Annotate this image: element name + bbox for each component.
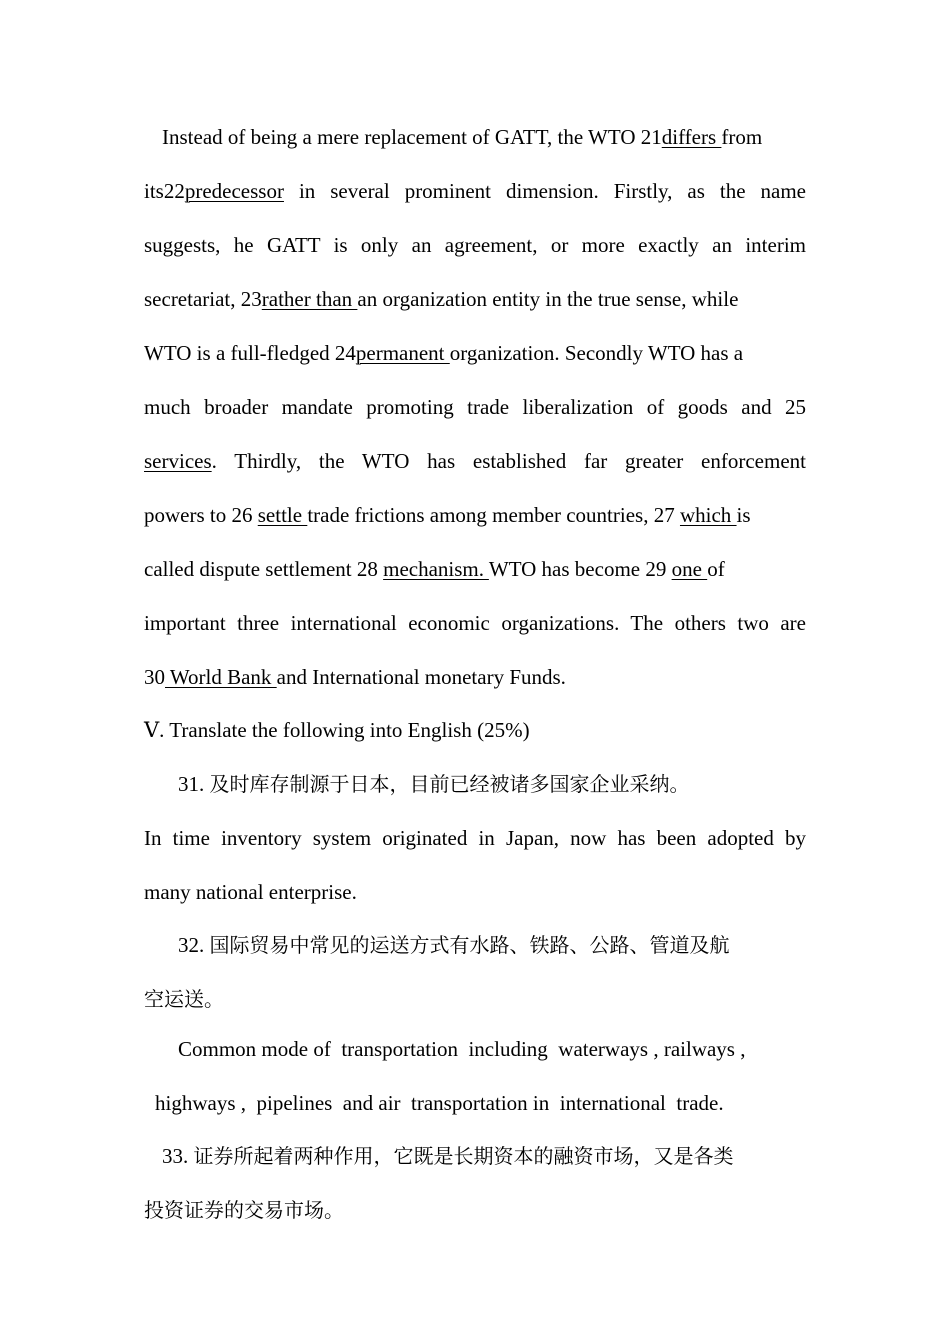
passage-line-10 — [144, 608, 806, 638]
answer-21: differs — [661, 125, 722, 149]
passage-text: from — [721, 125, 763, 149]
question-number: 32. — [178, 933, 210, 957]
answer-25: services — [144, 449, 212, 473]
answer-31-line-2: many national enterprise. — [144, 880, 357, 904]
answer-22: predecessor — [184, 179, 284, 203]
passage-text: WTO has become 29 — [488, 557, 672, 581]
question-chinese-text: 国际贸易中常见的运送方式有水路、铁路、公路、管道及航 — [209, 933, 730, 957]
passage-text: important three international economic organizations. The others two are — [144, 611, 806, 635]
passage-line-11 — [144, 662, 806, 692]
answer-27: which — [679, 503, 737, 527]
passage-line-9 — [144, 554, 806, 584]
answer-32-line-1: Common mode of transportation including waterways , railways , — [178, 1037, 746, 1061]
question-number: 31. — [178, 772, 210, 796]
answer-28: mechanism. — [383, 557, 489, 581]
answer-23: rather than — [261, 287, 358, 311]
section-heading: Ⅴ. Translate the following into English (25%) — [144, 718, 530, 742]
passage-text: an organization entity in the true sense, while — [357, 287, 739, 311]
passage-text: of — [707, 557, 725, 581]
passage-text: powers to 26 — [144, 503, 258, 527]
passage-text: trade frictions among member countries, 27 — [307, 503, 680, 527]
passage-text: its22 — [144, 179, 185, 203]
answer-32-line-2: highways , pipelines and air transportation in international trade. — [155, 1091, 724, 1115]
answer-31-line-1: In time inventory system originated in Japan, now has been adopted by — [144, 826, 806, 850]
question-number: 33. — [162, 1144, 194, 1168]
answer-29: one — [671, 557, 708, 581]
passage-line-6 — [144, 392, 806, 422]
passage-line-2 — [144, 176, 806, 206]
passage-text: secretariat, 23 — [144, 287, 262, 311]
passage-line-1 — [162, 122, 806, 152]
passage-line-4 — [144, 284, 806, 314]
passage-line-7 — [144, 446, 806, 476]
answer-26: settle — [257, 503, 308, 527]
passage-text: called dispute settlement 28 — [144, 557, 384, 581]
passage-line-3 — [144, 230, 806, 260]
passage-text: . Thirdly, the WTO has established far greater enforcement — [211, 449, 806, 473]
question-32 — [178, 930, 806, 960]
passage-text: 30 — [144, 665, 165, 689]
question-32-line-2: 空运送。 — [144, 987, 224, 1011]
passage-text: much broader mandate promoting trade liberalization of goods and 25 — [144, 395, 806, 419]
question-31 — [178, 769, 806, 799]
passage-text: suggests, he GATT is only an agreement, or more exactly an interim — [144, 233, 806, 257]
question-chinese-text: 及时库存制源于日本，目前已经被诸多国家企业采纳。 — [209, 772, 690, 796]
passage-text: and International monetary Funds. — [276, 665, 566, 689]
passage-text: organization. Secondly WTO has a — [449, 341, 744, 365]
answer-24: permanent — [355, 341, 450, 365]
passage-text: in several prominent dimension. Firstly, as the name — [283, 179, 806, 203]
question-chinese-text: 证券所起着两种作用，它既是长期资本的融资市场，又是各类 — [193, 1144, 734, 1168]
passage-text: WTO is a full-fledged 24 — [144, 341, 356, 365]
passage-line-8 — [144, 500, 806, 530]
passage-line-5 — [144, 338, 806, 368]
passage-text: Instead of being a mere replacement of GATT, the WTO 21 — [162, 125, 662, 149]
answer-30: World Bank — [165, 665, 277, 689]
question-33 — [162, 1141, 806, 1171]
question-33-line-2: 投资证券的交易市场。 — [144, 1198, 344, 1222]
passage-text: is — [736, 503, 751, 527]
